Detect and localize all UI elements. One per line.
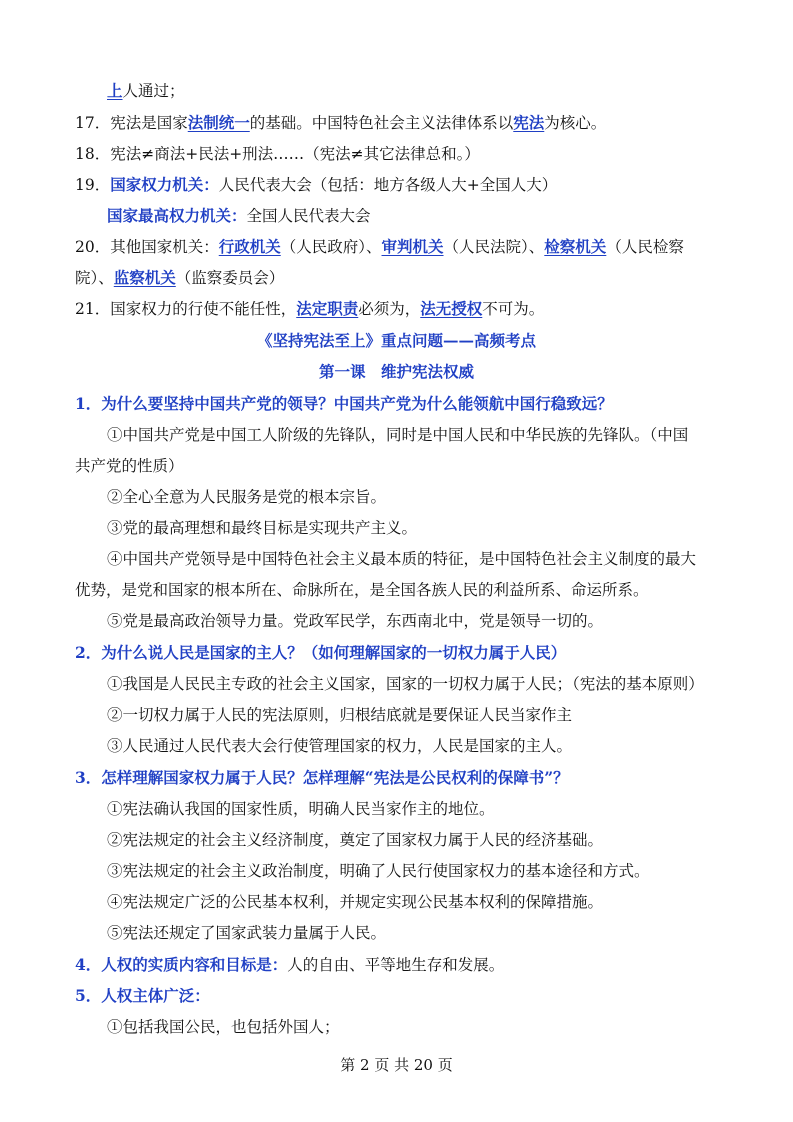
answer-line: ②宪法规定的社会主义经济制度，奠定了国家权力属于人民的经济基础。 xyxy=(107,831,604,849)
text-span: 人民代表大会（包括：地方各级人大+全国人大） xyxy=(218,176,558,194)
text-span: 17．宪法是国家 xyxy=(75,114,188,132)
answer-line: 优势，是党和国家的根本所在、命脉所在，是全国各族人民的利益所系、命运所系。 xyxy=(75,581,649,599)
text-span: （监察委员会） xyxy=(175,269,285,287)
text-line xyxy=(107,80,757,102)
answer-line: ④中国共产党领导是中国特色社会主义最本质的特征，是中国特色社会主义制度的最大 xyxy=(107,550,697,568)
bold-term: 国家权力机关： xyxy=(110,175,219,194)
question-4 xyxy=(75,954,725,976)
item-20-cont xyxy=(75,267,725,289)
underlined-term: 法无授权 xyxy=(420,299,483,318)
answer-line: ⑤党是最高政治领导力量。党政军民学，东西南北中，党是领导一切的。 xyxy=(107,612,604,630)
text-span: （人民法院）、 xyxy=(443,238,545,256)
underlined-term: 监察机关 xyxy=(113,268,176,287)
text-span: 21．国家权力的行使不能任性， xyxy=(75,300,297,318)
text-span: 人的自由、平等地生存和发展。 xyxy=(287,956,505,974)
answer-line: ①中国共产党是中国工人阶级的先锋队，同时是中国人民和中华民族的先锋队。（中国 xyxy=(107,426,689,444)
text-span: 为核心。 xyxy=(544,114,607,132)
underlined-term: 上 xyxy=(107,81,123,100)
text-span: 院）、 xyxy=(75,269,114,287)
bold-term: 国家最高权力机关： xyxy=(107,206,247,225)
underlined-term: 审判机关 xyxy=(381,237,444,256)
answer-line: ①我国是人民民主专政的社会主义国家，国家的一切权力属于人民；（宪法的基本原则） xyxy=(107,675,704,693)
text-span: 不可为。 xyxy=(482,300,545,318)
answer-line: ③宪法规定的社会主义政治制度，明确了人民行使国家权力的基本途径和方式。 xyxy=(107,862,650,880)
text-span: （人民检察 xyxy=(606,238,684,256)
text-span: 20．其他国家机关： xyxy=(75,238,219,256)
answer-line: ③党的最高理想和最终目标是实现共产主义。 xyxy=(107,519,418,537)
question-1: 1．为什么要坚持中国共产党的领导？中国共产党为什么能领航中国行稳致远？ xyxy=(75,394,613,413)
item-20 xyxy=(75,236,725,258)
section-subtitle: 第一课 维护宪法权威 xyxy=(318,362,474,381)
text-span: 必须为， xyxy=(358,300,421,318)
answer-line: ②全心全意为人民服务是党的根本宗旨。 xyxy=(107,488,387,506)
answer-line: ①宪法确认我国的国家性质，明确人民当家作主的地位。 xyxy=(107,800,495,818)
answer-line: ①包括我国公民，也包括外国人； xyxy=(107,1018,340,1036)
question-3: 3．怎样理解国家权力属于人民？怎样理解“宪法是公民权利的保障书”？ xyxy=(75,768,569,787)
section-title: 《坚持宪法至上》重点问题——高频考点 xyxy=(256,331,536,350)
underlined-term: 行政机关 xyxy=(218,237,281,256)
text-span: 人通过； xyxy=(122,82,185,100)
text-span: 全国人民代表大会 xyxy=(246,207,371,225)
text-span: （人民政府）、 xyxy=(280,238,382,256)
underlined-term: 检察机关 xyxy=(544,237,607,256)
item-19-sub xyxy=(107,205,757,227)
question-5: 5．人权主体广泛： xyxy=(75,986,210,1005)
underlined-term: 法制统一 xyxy=(187,113,250,132)
text-span: 19． xyxy=(75,176,111,194)
item-19 xyxy=(75,174,725,196)
underlined-term: 法定职责 xyxy=(296,299,359,318)
question-2: 2．为什么说人民是国家的主人？（如何理解国家的一切权力属于人民） xyxy=(75,643,567,662)
answer-line: 共产党的性质） xyxy=(75,457,184,475)
underlined-term: 宪法 xyxy=(513,113,545,132)
item-21 xyxy=(75,298,725,320)
answer-line: ⑤宪法还规定了国家武装力量属于人民。 xyxy=(107,924,387,942)
text-span: 的基础。中国特色社会主义法律体系以 xyxy=(249,114,514,132)
answer-line: ②一切权力属于人民的宪法原则，归根结底就是要保证人民当家作主 xyxy=(107,706,573,724)
answer-line: ③人民通过人民代表大会行使管理国家的权力，人民是国家的主人。 xyxy=(107,737,573,755)
page-footer: 第 2 页 共 20 页 xyxy=(340,1056,453,1074)
item-17 xyxy=(75,112,725,134)
bold-term: 4．人权的实质内容和目标是： xyxy=(75,955,288,974)
answer-line: ④宪法规定广泛的公民基本权利，并规定实现公民基本权利的保障措施。 xyxy=(107,893,604,911)
item-18: 18．宪法≠商法+民法+刑法……（宪法≠其它法律总和。） xyxy=(75,145,480,163)
